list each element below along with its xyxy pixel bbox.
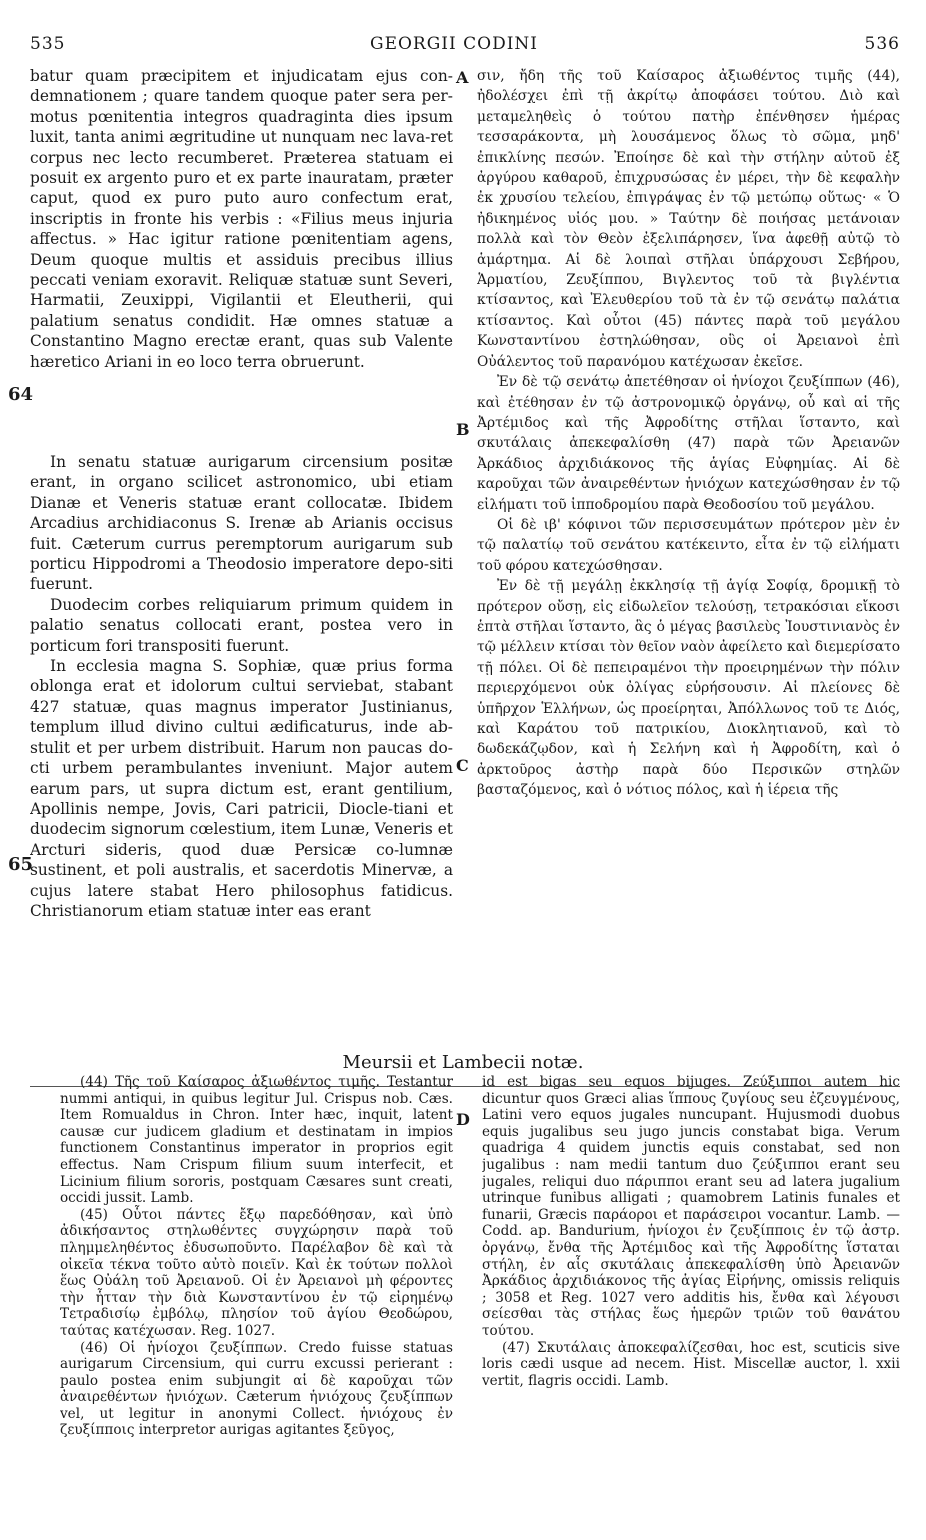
greek-paragraph: Οἱ δὲ ιβ' κόφινοι τῶν περισσευμάτων πρότερον μὲν ἐν τῷ παλατίῳ τοῦ σενάτου κατέκειντο, εἶτα ἐν τῷ εἰλήματι τοῦ φόρου κατεχώσθησαν. — [477, 516, 900, 574]
margin-letter-d: D — [456, 1110, 470, 1129]
running-title: GEORGII CODINI — [370, 34, 539, 54]
notes-title: Meursii et Lambecii notæ. — [342, 1052, 584, 1073]
note-paragraph: (47) Σκυτάλαις ἀποκεφαλίζεσθαι, hoc est, scuticis sive loris cædi usque ad necem. Hist. Miscellæ auctor, l. xxii vertit, flagris occidi. Lamb. — [482, 1339, 900, 1389]
latin-paragraph: In senatu statuæ aurigarum circensium positæ erant, in organo scilicet astronomico, ubi etiam Dianæ et Veneris statuæ erant collocatæ. Ibidem Arcadius archidiaconus S. Irenæ ab Arianis occisus fuit. Cæterum currus peremptorum aurigarum sub porticu Hippodromi a Theodosio imperatore depo-siti fuerunt. — [30, 453, 453, 594]
note-paragraph: (46) Οἱ ἡνίοχοι ζευξίππων. Credo fuisse statuas aurigarum Circensium, qui curru excussi perierant : paulo postea enim subjungit αἱ δὲ καροῦχαι τῶν ἀναιρεθέντων ἡνιόχων. Cæterum ἡνιόχους ζευξίππων vel, ut legitur in anonymi Collect. ἡνιόχους ἐν ζευξίπποις interpretor aurigas agitantes ξεῦγος, — [60, 1339, 453, 1439]
greek-column — [477, 66, 900, 1038]
page-number-right: 536 — [864, 34, 900, 54]
greek-paragraph: σιν, ἤδη τῆς τοῦ Καίσαρος ἀξιωθέντος τιμῆς (44), ἠδολέσχει ἐπὶ τῇ ἀκρίτῳ ἀποφάσει τούτου. Διὸ καὶ μεταμεληθεὶς ὁ τούτου πατὴρ ἐπένθησεν ἡμέρας τεσσαράκοντα, μὴ λουσάμενος ὅλως τὸ σῶμα, μηδ' ἐπικλίνης πεσών. Ἐποίησε δὲ καὶ τὴν στήλην αὐτοῦ ἐξ ἀργύρου καθαροῦ, ἐπιχρυσώσας ἐν μέρει, τὴν δὲ κεφαλὴν ἐκ χρυσίου τελείου, ἐπιγράψας ἐν τῷ μετώπῳ οὕτως· « Ὁ ἠδικημένος υἱός μου. » Ταύτην δὲ ποιήσας μετάνοιαν πολλὰ καὶ τὸν Θεὸν ἐξελιπάρησεν, ἵνα ἀφεθῇ αὐτῷ τὸ ἁμάρτημα. Αἱ δὲ λοιπαὶ στῆλαι ὑπάρχουσι Σεβήρου, Ἁρματίου, Ζευξίππου, Βιγλεντος τοῦ τὰ βιγλέντια κτίσαντος, καὶ Ἐλευθερίου τοῦ τὰ ἐν τῷ σενάτῳ παλάτια κτίσαντος. Καὶ οὗτοι (45) πάντες παρὰ τοῦ μεγάλου Κωνσταντίνου ἐστηλώθησαν, οὓς οἱ Ἀρειανοὶ ἐπὶ Οὐάλεντος τοῦ παρανόμου κατέχωσαν ἐκεῖσε. — [477, 68, 900, 370]
greek-paragraph: Ἐν δὲ τῷ σενάτῳ ἀπετέθησαν οἱ ἡνίοχοι ζευξίππων (46), καὶ ἐτέθησαν ἐν τῷ ἀστρονομικῷ ὀργάνῳ, οὗ καὶ αἱ τῆς Ἀρτέμιδος καὶ τῆς Ἀφροδίτης στῆλαι ἵσταντο, καὶ σκυτάλαις ἀπεκεφαλίσθη (47) παρὰ τῶν Ἀρειανῶν Ἀρκάδιος ἀρχιδιάκονος τῆς ἁγίας Εὐφημίας. Αἱ δὲ καροῦχαι τῶν ἀναιρεθέντων ἡνιόχων κατεχώσθησαν ἐν τῷ εἰλήματι τοῦ ἱπποδρομίου παρὰ Θεοδοσίου τοῦ μεγάλου. — [477, 374, 900, 513]
margin-letter-c: C — [456, 756, 469, 775]
latin-paragraph: Duodecim corbes reliquiarum primum quidem in palatio senatus collocati erant, postea vero in porticum fori transpositi fuerunt. — [30, 595, 453, 655]
notes-column-left — [60, 1074, 453, 1514]
page-header — [30, 34, 900, 58]
margin-letter-a: A — [456, 68, 469, 87]
margin-letter-b: B — [456, 420, 470, 439]
latin-paragraph: batur quam præcipitem et injudicatam ejus con-demnationem ; quare tandem quoque pater sera per-motus pœnitentia integros quadraginta dies ipsum luxit, tanta animi ægritudine ut nunquam nec lava-ret corpus nec lecto recumberet. Præterea statuam ei posuit ex argento puro et ex parte inauratam, præter caput, quod ex puro puto auro confectum erat, inscriptis in fronte his verbis : «Filius meus injuria affectus. » Hac igitur ratione pœnitentiam agens, Deum quoque multis et assiduis precibus illius peccati veniam exoravit. Reliquæ statuæ sunt Severi, Harmatii, Zeuxippi, Vigilantii et Eleutherii, qui palatium senatus condidit. Hæ omnes statuæ a Constantino Magno erectæ erant, quas sub Valente hæretico Ariani in eo loco terra obruerunt. — [30, 67, 453, 371]
latin-column — [30, 66, 453, 426]
note-paragraph: (45) Οὗτοι πάντες ἔξῳ παρεδόθησαν, καὶ ὑπὸ ἀδικήσαντος στηλωθέντες συγχώρησιν παρὰ τοῦ πλημμεληθέντος ἐδυσωποῦντο. Παρέλαβον δὲ καὶ τὰ οἰκεῖα τέκνα τοῦτο αὐτὸ ποιεῖν. Καὶ ἐκ τούτων πολλοὶ ἕως Οὐάλη τοῦ Ἀρειανοῦ. Οἱ ἐν Ἀρειανοὶ μὴ φέροντες τὴν ἧτταν τὴν διὰ Κωνσταντίνου ἐν τῷ εἰρημένῳ Τετραδισίῳ ἐμβόλῳ, πλησίον τοῦ ἁγίου Θεοδώρου, ταύτας κατέχωσαν. Reg. 1027. — [60, 1206, 453, 1339]
greek-paragraph: Ἐν δὲ τῇ μεγάλῃ ἐκκλησίᾳ τῇ ἁγίᾳ Σοφίᾳ, δρομικῇ τὸ πρότερον οὔσῃ, εἰς εἰδωλεῖον τελούσῃ, τετρακόσιαι εἴκοσι ἑπτὰ στῆλαι ἵσταντο, ἃς ὁ μέγας βασιλεὺς Ἰουστινιανὸς ἐν τῷ μέλλειν κτίσαι τὸν θεῖον ναὸν ἀφείλετο καὶ διεμερίσατο τῇ πόλει. Οἱ δὲ πεπειραμένοι τὴν προειρημένων τὴν πόλιν περιερχόμενοι οὐκ ὀλίγας εὑρήσουσιν. Αἱ πλείονες δὲ ὑπῆρχον Ἑλλήνων, ὡς προείρηται, Ἀπόλλωνος τοῦ τε Διός, καὶ Καράτου τοῦ πατρικίου, Διοκλητιανοῦ, καὶ τὸ δωδεκάζῳδον, καὶ ἡ Σελήνη καὶ ἡ Ἀφροδίτη, καὶ ὁ ἀρκτοῦρος ἀστὴρ παρὰ δύο Περσικῶν στηλῶν βασταζόμενος, καὶ ὁ νότιος πόλος, καὶ ἡ ἱέρεια τῆς — [477, 578, 900, 799]
note-paragraph: (44) Τῆς τοῦ Καίσαρος ἀξιωθέντος τιμῆς. Testantur nummi antiqui, in quibus legitur Jul. Crispus nob. Cæs. Item Romualdus in Chron. Inter hæc, inquit, latent causæ cur judicem gladium et destinatam in impios functionem Constantinus imperator in proprios egit effectus. Nam Crispum filium suum interfecit, et Licinium filium sororis, postquam Cæsares sunt creati, occidi jussit. Lamb. — [60, 1074, 453, 1207]
note-paragraph: id est bigas seu equos bijuges. Ζεύξιπποι autem hic dicuntur quos Græci alias ἵππους ζυγίους seu ἐζευγμένους, Latini vero equos jugales nuncupant. Hujusmodi duobus equis jugalibus seu jugo juncis constabat biga. Verum quadriga 4 quidem junctis equis constabat, sed non jugalibus : nam medii tantum duo ζεύξιπποι erant seu jugales, reliqui duo πάριπποι erant seu ad latera jugalium utrinque funibus alligati ; quamobrem Latinis funales et funarii, Græcis παράοροι et παράσειροι vocantur. Lamb. — Codd. ap. Bandurium, ἡνίοχοι ἐν ζευξίπποις ἐν τῷ ἀστρ. ὀργάνῳ, ἔνθα τῆς Ἀρτέμιδος καὶ τῆς Ἀφροδίτης ἵσταται στήλη, ἐν αἷς σκυτάλαις ἀπεκεφαλίσθη ὑπὸ Ἀρειανῶν Ἀρκάδιος ἀρχιδιάκονος τῆς ἁγίας Εἰρήνης, omissis reliquis ; 3058 et Reg. 1027 vero additis his, ἔνθα καὶ λέγουσι σείεσθαι τὰς στήλας ἕως ἡμερῶν τριῶν τοῦ θανάτου τούτου. — [482, 1074, 900, 1339]
notes-column-right — [482, 1074, 900, 1514]
margin-number-65: 65 — [8, 854, 34, 875]
latin-paragraph: In ecclesia magna S. Sophiæ, quæ prius forma oblonga erat et idolorum cultui serviebat, stabant 427 statuæ, quas magnus imperator Justinianus, templum illud divino cultui ædificaturus, inde ab-stulit et per urbem distribuit. Harum non paucas do-cti urbem perambulantes inveniunt. Major autem earum pars, ut supra dictum est, erant gentilium, Apollinis nempe, Jovis, Cari patricii, Dioclе-tiani et duodecim signorum cœlestium, item Lunæ, Veneris et Arcturi sideris, quod duæ Persicæ co-lumnæ sustinent, et poli australis, et sacerdotis Minervæ, a cujus latere stabat Hero philosophus fatidicus. Christianorum etiam statuæ inter eas erant — [30, 657, 453, 920]
page-number-left: 535 — [30, 34, 66, 54]
latin-column — [30, 452, 453, 1038]
margin-number-64: 64 — [8, 384, 34, 405]
